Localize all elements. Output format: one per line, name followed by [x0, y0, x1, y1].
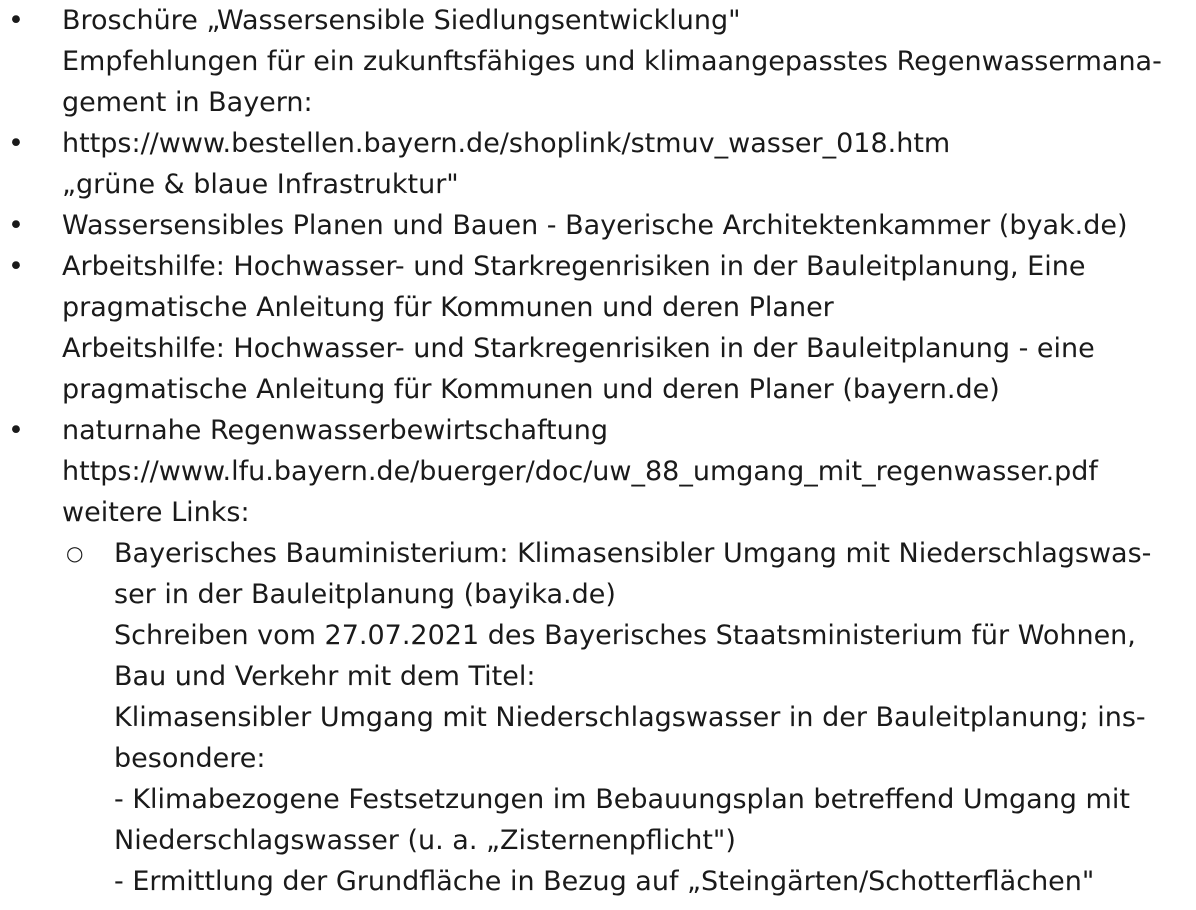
bullet-icon: • [8, 415, 24, 446]
link-arbeitshilfe[interactable]: Arbeitshilfe: Hochwasser- und Starkregenrisiken in der Bauleitplanung - eine [62, 333, 1095, 364]
letter-description: Schreiben vom 27.07.2021 des Bayerisches Staatsministerium für Wohnen, [114, 620, 1136, 651]
circle-bullet-icon: ○ [66, 541, 84, 565]
letter-title: Klimasensibler Umgang mit Niederschlagswasser in der Bauleitplanung; ins- [114, 702, 1146, 733]
letter-title-cont: besondere: [114, 743, 266, 774]
list-item [0, 246, 1196, 410]
infrastructure-label: „grüne & blaue Infrastruktur" [62, 169, 459, 200]
bullet-icon: • [8, 5, 24, 36]
list-item [0, 205, 1196, 246]
brochure-title: Broschüre „Wassersensible Siedlungsentwicklung" [62, 5, 741, 36]
list-item [0, 410, 1196, 533]
arbeitshilfe-title-cont: pragmatische Anleitung für Kommunen und deren Planer [62, 292, 834, 323]
link-bayika[interactable]: Bayerisches Bauministerium: Klimasensibler Umgang mit Niederschlagswas- [114, 538, 1152, 569]
brochure-description: Empfehlungen für ein zukunftsfähiges und klimaangepasstes Regenwassermana- [62, 46, 1162, 77]
letter-point-1: - Klimabezogene Festsetzungen im Bebauungsplan betreffend Umgang mit [114, 784, 1130, 815]
letter-point-1-cont: Niederschlagswasser (u. a. „Zisternenpflicht") [114, 825, 736, 856]
arbeitshilfe-title: Arbeitshilfe: Hochwasser- und Starkregenrisiken in der Bauleitplanung, Eine [62, 251, 1086, 282]
list-item [0, 0, 1196, 123]
bullet-icon: • [8, 210, 24, 241]
link-bestellen[interactable]: https://www.bestellen.bayern.de/shoplink/stmuv_wasser_018.htm [62, 128, 951, 159]
sub-list-item [0, 533, 1196, 902]
more-links-label: weitere Links: [62, 497, 250, 528]
bullet-icon: • [8, 251, 24, 282]
link-byak[interactable]: Wassersensibles Planen und Bauen - Bayerische Architektenkammer (byak.de) [62, 210, 1128, 241]
regenwasser-title: naturnahe Regenwasserbewirtschaftung [62, 415, 609, 446]
bullet-icon: • [8, 128, 24, 159]
list-item [0, 123, 1196, 205]
link-lfu-pdf[interactable]: https://www.lfu.bayern.de/buerger/doc/uw_88_umgang_mit_regenwasser.pdf [62, 456, 1098, 487]
brochure-description-cont: gement in Bayern: [62, 87, 313, 118]
letter-description-cont: Bau und Verkehr mit dem Titel: [114, 661, 536, 692]
link-arbeitshilfe-cont[interactable]: pragmatische Anleitung für Kommunen und deren Planer (bayern.de) [62, 374, 1000, 405]
link-bayika-cont[interactable]: ser in der Bauleitplanung (bayika.de) [114, 579, 616, 610]
letter-point-2: - Ermittlung der Grundfläche in Bezug auf „Steingärten/Schotterflächen" [114, 866, 1095, 897]
